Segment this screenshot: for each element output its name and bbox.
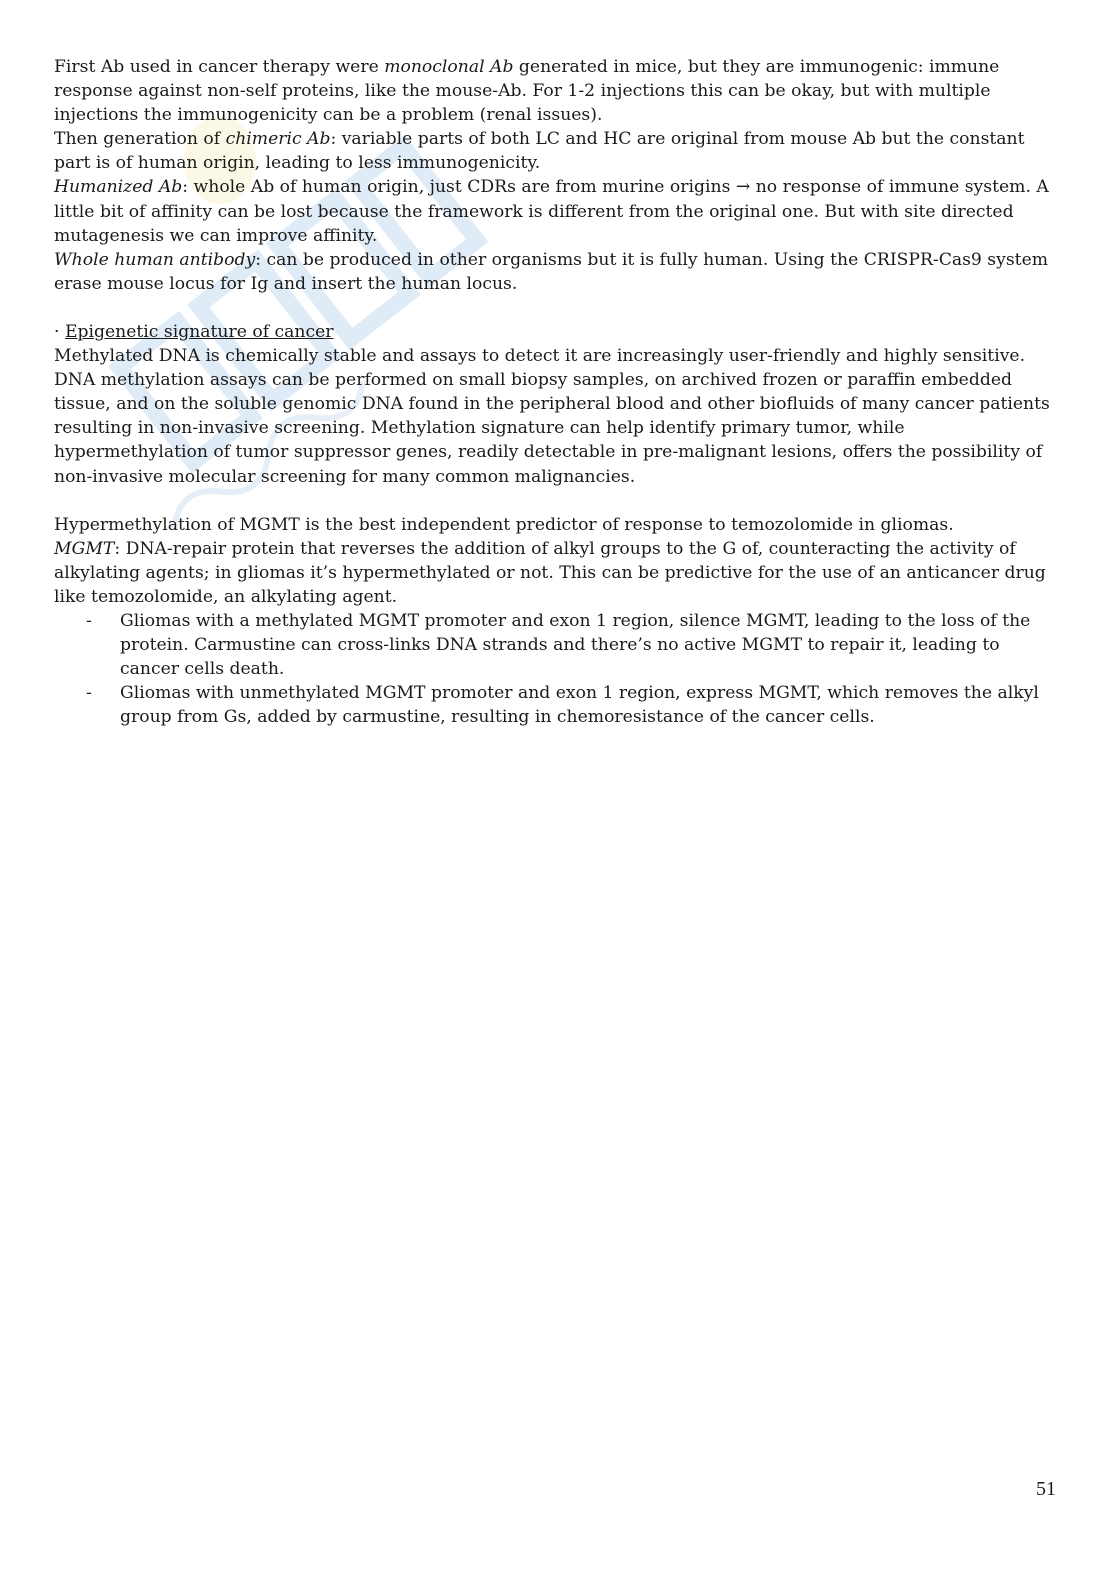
paragraph-humanized-ab — [54, 175, 1056, 247]
paragraph-mgmt-definition — [54, 537, 1056, 609]
paragraph-text: Then generation of — [54, 129, 226, 150]
list-item — [54, 609, 1056, 681]
section-title: Epigenetic signature of cancer — [64, 321, 334, 342]
paragraph-chimeric-ab — [54, 127, 1056, 175]
list-item — [54, 681, 1056, 729]
term-monoclonal-ab: monoclonal Ab — [384, 57, 514, 77]
dash-bullet: - — [86, 683, 92, 704]
spacer — [54, 296, 1056, 320]
term-chimeric-ab: chimeric Ab — [225, 129, 331, 150]
paragraph-text: : variable parts of both LC and HC are original from mouse Ab but the constant part is of human origin, leading to less immunogenicity. — [54, 129, 1025, 174]
paragraph-monoclonal-ab — [54, 55, 1056, 127]
section-bullet: · — [54, 321, 65, 342]
term-whole-human-antibody: Whole human antibody — [54, 249, 256, 270]
paragraph-text: generated in mice, but they are immunogenic: immune response against non-self proteins, like the mouse-Ab. For 1-2 injections this can be okay, but with multiple injections the immunogenicity can be a problem (renal issues). — [54, 57, 1000, 126]
term-mgmt: MGMT — [54, 538, 115, 559]
page-number: 51 — [1036, 1478, 1056, 1500]
term-humanized-ab: Humanized Ab — [54, 177, 183, 198]
document-page — [54, 55, 1056, 729]
spacer — [54, 489, 1056, 513]
paragraph-epigenetic-signature: Methylated DNA is chemically stable and assays to detect it are increasingly user-friendly and highly sensitive. DNA methylation assays can be performed on small biopsy samples, on archived frozen or paraffin embedded tissue, and on the soluble genomic DNA found in the peripheral blood and other biofluids of many cancer patients resulting in non-invasive screening. Methylation signature can help identify primary tumor, while hypermethylation of tumor suppressor genes, readily detectable in pre-malignant lesions, offers the possibility of non-invasive molecular screening for many common malignancies. — [54, 346, 1050, 487]
list-item-text: Gliomas with unmethylated MGMT promoter and exon 1 region, express MGMT, which removes the alkyl group from Gs, added by carmustine, resulting in chemoresistance of the cancer cells. — [120, 683, 1039, 728]
mgmt-list — [54, 609, 1056, 729]
paragraph-mgmt-intro: Hypermethylation of MGMT is the best independent predictor of response to temozolomide in gliomas. — [54, 514, 954, 535]
list-item-text: Gliomas with a methylated MGMT promoter and exon 1 region, silence MGMT, leading to the loss of the protein. Carmustine can cross-links DNA strands and there’s no active MGMT to repair it, leading to cancer cells death. — [120, 610, 1031, 680]
paragraph-text: First Ab used in cancer therapy were — [54, 57, 385, 77]
paragraph-whole-human-antibody — [54, 248, 1056, 296]
section-heading — [54, 320, 1056, 344]
paragraph-text: : can be produced in other organisms but it is fully human. Using the CRISPR-Cas9 system erase mouse locus for Ig and insert the human locus. — [54, 249, 1049, 294]
dash-bullet: - — [86, 610, 92, 631]
paragraph-text: : whole Ab of human origin, just CDRs are from murine origins → no response of immune system. A little bit of affinity can be lost because the framework is different from the original one. But with site directed mutagenesis we can improve affinity. — [54, 177, 1049, 246]
paragraph-text: : DNA-repair protein that reverses the addition of alkyl groups to the G of, counteracting the activity of alkylating agents; in gliomas it’s hypermethylated or not. This can be predictive for the use of an anticancer drug like temozolomide, an alkylating agent. — [54, 538, 1046, 607]
